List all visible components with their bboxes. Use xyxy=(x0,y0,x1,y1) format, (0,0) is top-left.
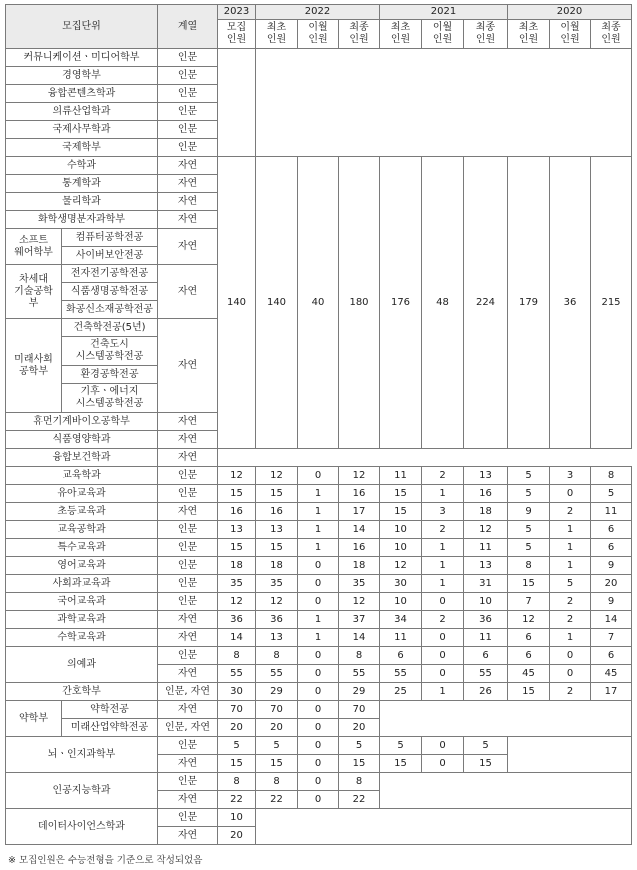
track: 인문 xyxy=(158,139,218,157)
value-cell: 11 xyxy=(591,503,632,521)
dept-row xyxy=(6,575,632,593)
big-group-row xyxy=(6,49,632,67)
division-pharmacy: 약학부 xyxy=(6,701,62,737)
value-cell: 36 xyxy=(464,611,508,629)
value-cell: 10 xyxy=(380,521,422,539)
track: 자연 xyxy=(158,629,218,647)
unit-name: 간호학부 xyxy=(6,683,158,701)
track: 인문 xyxy=(158,575,218,593)
value-cell: 5 xyxy=(591,485,632,503)
unit-name: 수학교육과 xyxy=(6,629,158,647)
value-cell: 5 xyxy=(508,539,550,557)
value-cell: 8 xyxy=(591,467,632,485)
unit-name: 국제사무학과 xyxy=(6,121,158,139)
blank-prior-years xyxy=(380,773,632,809)
track: 자연 xyxy=(158,665,218,683)
value-cell: 5 xyxy=(380,737,422,755)
value-cell: 12 xyxy=(380,557,422,575)
blank-2023 xyxy=(218,49,256,157)
track: 자연 xyxy=(158,431,218,449)
value-cell: 0 xyxy=(550,485,591,503)
value-cell: 14 xyxy=(218,629,256,647)
value-cell: 30 xyxy=(218,683,256,701)
value-cell: 6 xyxy=(591,647,632,665)
value-cell: 10 xyxy=(380,539,422,557)
value-cell: 1 xyxy=(550,557,591,575)
value-cell: 35 xyxy=(218,575,256,593)
header-final: 최종 인원 xyxy=(464,20,508,49)
value-cell: 55 xyxy=(380,665,422,683)
value-cell: 0 xyxy=(298,593,339,611)
track: 자연 xyxy=(158,157,218,175)
value-cell: 0 xyxy=(422,737,464,755)
header-row-years xyxy=(6,5,632,20)
value-cell: 11 xyxy=(464,629,508,647)
value-cell: 11 xyxy=(380,629,422,647)
track: 인문 xyxy=(158,121,218,139)
track: 자연 xyxy=(158,503,218,521)
value-cell: 0 xyxy=(298,791,339,809)
value-cell: 6 xyxy=(591,521,632,539)
value-cell: 20 xyxy=(256,719,298,737)
value-cell: 16 xyxy=(339,539,380,557)
major-name: 사이버보안전공 xyxy=(62,247,158,265)
value-cell: 18 xyxy=(218,557,256,575)
value-cell: 6 xyxy=(464,647,508,665)
value-cell: 1 xyxy=(550,521,591,539)
major-name: 건축도시 시스템공학전공 xyxy=(62,337,158,366)
dept-row xyxy=(6,467,632,485)
value-cell: 5 xyxy=(508,521,550,539)
division-future: 미래사회 공학부 xyxy=(6,319,62,413)
track: 인문 xyxy=(158,557,218,575)
value-cell: 20 xyxy=(218,827,256,845)
value-cell: 0 xyxy=(298,773,339,791)
dept-row xyxy=(6,773,632,791)
value-cell: 70 xyxy=(256,701,298,719)
track: 자연 xyxy=(158,211,218,229)
value-cell: 11 xyxy=(380,467,422,485)
footnote: ※ 모집인원은 수능전형을 기준으로 작성되었음 xyxy=(8,855,203,866)
value-cell: 0 xyxy=(298,467,339,485)
dept-row xyxy=(6,485,632,503)
merged-value: 179 xyxy=(508,157,550,449)
value-cell: 6 xyxy=(508,629,550,647)
value-cell: 15 xyxy=(218,539,256,557)
admissions-quota-table xyxy=(5,4,632,845)
track: 자연 xyxy=(158,229,218,265)
unit-name: 의예과 xyxy=(6,647,158,683)
value-cell: 0 xyxy=(422,755,464,773)
header-initial: 최초 인원 xyxy=(256,20,298,49)
header-initial: 최초 인원 xyxy=(508,20,550,49)
value-cell: 1 xyxy=(422,683,464,701)
value-cell: 11 xyxy=(464,539,508,557)
unit-name: 뇌ㆍ인지과학부 xyxy=(6,737,158,773)
track: 인문, 자연 xyxy=(158,683,218,701)
header-initial: 최초 인원 xyxy=(380,20,422,49)
dept-row xyxy=(6,809,632,827)
value-cell: 25 xyxy=(380,683,422,701)
admissions-table-wrapper xyxy=(5,4,632,845)
merged-value: 140 xyxy=(256,157,298,449)
value-cell: 12 xyxy=(508,611,550,629)
value-cell: 2 xyxy=(550,503,591,521)
dept-row xyxy=(6,593,632,611)
value-cell: 14 xyxy=(339,521,380,539)
major-name: 건축학전공(5년) xyxy=(62,319,158,337)
track: 자연 xyxy=(158,755,218,773)
track: 인문 xyxy=(158,467,218,485)
unit-name: 국어교육과 xyxy=(6,593,158,611)
unit-name: 경영학부 xyxy=(6,67,158,85)
value-cell: 1 xyxy=(550,539,591,557)
value-cell: 8 xyxy=(256,773,298,791)
merged-value: 176 xyxy=(380,157,422,449)
unit-name: 교육공학과 xyxy=(6,521,158,539)
header-final: 최종 인원 xyxy=(339,20,380,49)
track: 인문 xyxy=(158,67,218,85)
table-body xyxy=(6,5,632,845)
value-cell: 16 xyxy=(464,485,508,503)
unit-name: 사회과교육과 xyxy=(6,575,158,593)
value-cell: 1 xyxy=(422,485,464,503)
merged-value: 40 xyxy=(298,157,339,449)
value-cell: 16 xyxy=(218,503,256,521)
value-cell: 2 xyxy=(550,611,591,629)
value-cell: 5 xyxy=(464,737,508,755)
header-carry: 이월 인원 xyxy=(298,20,339,49)
value-cell: 15 xyxy=(339,755,380,773)
value-cell: 12 xyxy=(218,467,256,485)
value-cell: 5 xyxy=(508,467,550,485)
value-cell: 9 xyxy=(508,503,550,521)
value-cell: 1 xyxy=(298,539,339,557)
track: 자연 xyxy=(158,175,218,193)
major-name: 환경공학전공 xyxy=(62,366,158,384)
unit-name: 영어교육과 xyxy=(6,557,158,575)
value-cell: 12 xyxy=(256,593,298,611)
value-cell: 36 xyxy=(256,611,298,629)
track: 자연 xyxy=(158,701,218,719)
value-cell: 0 xyxy=(550,665,591,683)
track: 인문 xyxy=(158,539,218,557)
track: 인문 xyxy=(158,809,218,827)
unit-name: 초등교육과 xyxy=(6,503,158,521)
value-cell: 17 xyxy=(339,503,380,521)
unit-name: 의류산업학과 xyxy=(6,103,158,121)
value-cell: 15 xyxy=(256,755,298,773)
header-final: 최종 인원 xyxy=(591,20,632,49)
unit-name: 데이터사이언스학과 xyxy=(6,809,158,845)
unit-name: 유아교육과 xyxy=(6,485,158,503)
dept-row xyxy=(6,557,632,575)
unit-name: 물리학과 xyxy=(6,193,158,211)
merged-value: 215 xyxy=(591,157,632,449)
blank-prior-years xyxy=(380,701,632,737)
dept-row xyxy=(6,503,632,521)
merged-value: 224 xyxy=(464,157,508,449)
value-cell: 2 xyxy=(550,683,591,701)
value-cell: 1 xyxy=(298,503,339,521)
unit-name: 화학생명분자과학부 xyxy=(6,211,158,229)
dept-row xyxy=(6,737,632,755)
value-cell: 15 xyxy=(508,575,550,593)
value-cell: 20 xyxy=(218,719,256,737)
value-cell: 8 xyxy=(339,773,380,791)
value-cell: 15 xyxy=(256,485,298,503)
value-cell: 36 xyxy=(218,611,256,629)
track: 인문 xyxy=(158,593,218,611)
value-cell: 0 xyxy=(422,629,464,647)
division-nextgen: 차세대 기술공학 부 xyxy=(6,265,62,319)
dept-row xyxy=(6,647,632,665)
header-unit: 모집단위 xyxy=(6,5,158,49)
value-cell: 0 xyxy=(422,647,464,665)
value-cell: 10 xyxy=(218,809,256,827)
value-cell: 37 xyxy=(339,611,380,629)
value-cell: 13 xyxy=(218,521,256,539)
value-cell: 5 xyxy=(550,575,591,593)
value-cell: 7 xyxy=(508,593,550,611)
unit-name: 수학과 xyxy=(6,157,158,175)
value-cell: 22 xyxy=(339,791,380,809)
major-name: 식품생명공학전공 xyxy=(62,283,158,301)
value-cell: 12 xyxy=(464,521,508,539)
header-carry: 이월 인원 xyxy=(550,20,591,49)
header-year-2022: 2022 xyxy=(256,5,380,20)
value-cell: 0 xyxy=(298,719,339,737)
value-cell: 20 xyxy=(591,575,632,593)
value-cell: 12 xyxy=(256,467,298,485)
track: 자연 xyxy=(158,319,218,413)
dept-row xyxy=(6,629,632,647)
value-cell: 10 xyxy=(380,593,422,611)
unit-name: 융합콘텐츠학과 xyxy=(6,85,158,103)
value-cell: 13 xyxy=(464,467,508,485)
track: 인문 xyxy=(158,103,218,121)
value-cell: 14 xyxy=(339,629,380,647)
value-cell: 17 xyxy=(591,683,632,701)
value-cell: 9 xyxy=(591,557,632,575)
value-cell: 13 xyxy=(464,557,508,575)
track: 자연 xyxy=(158,827,218,845)
value-cell: 22 xyxy=(256,791,298,809)
value-cell: 5 xyxy=(256,737,298,755)
value-cell: 34 xyxy=(380,611,422,629)
value-cell: 1 xyxy=(298,611,339,629)
header-year-2023: 2023 xyxy=(218,5,256,20)
unit-name: 특수교육과 xyxy=(6,539,158,557)
value-cell: 10 xyxy=(464,593,508,611)
major-name: 전자전기공학전공 xyxy=(62,265,158,283)
value-cell: 2 xyxy=(422,611,464,629)
track: 인문 xyxy=(158,85,218,103)
value-cell: 9 xyxy=(591,593,632,611)
value-cell: 5 xyxy=(508,485,550,503)
value-cell: 1 xyxy=(422,539,464,557)
track: 인문 xyxy=(158,521,218,539)
unit-name: 휴먼기계바이오공학부 xyxy=(6,413,158,431)
value-cell: 29 xyxy=(256,683,298,701)
value-cell: 1 xyxy=(298,629,339,647)
value-cell: 0 xyxy=(298,755,339,773)
value-cell: 1 xyxy=(422,557,464,575)
value-cell: 0 xyxy=(298,665,339,683)
value-cell: 18 xyxy=(256,557,298,575)
value-cell: 8 xyxy=(508,557,550,575)
track: 인문 xyxy=(158,737,218,755)
major-name: 기후ㆍ에너지 시스템공학전공 xyxy=(62,384,158,413)
value-cell: 1 xyxy=(298,521,339,539)
track: 인문 xyxy=(158,773,218,791)
value-cell: 31 xyxy=(464,575,508,593)
big-group-row xyxy=(6,449,632,467)
value-cell: 6 xyxy=(508,647,550,665)
value-cell: 0 xyxy=(298,683,339,701)
value-cell: 0 xyxy=(422,593,464,611)
value-cell: 2 xyxy=(422,521,464,539)
value-cell: 70 xyxy=(339,701,380,719)
unit-name: 과학교육과 xyxy=(6,611,158,629)
value-cell: 0 xyxy=(422,665,464,683)
dept-row xyxy=(6,683,632,701)
value-cell: 8 xyxy=(256,647,298,665)
value-cell: 13 xyxy=(256,629,298,647)
unit-name: 커뮤니케이션ㆍ미디어학부 xyxy=(6,49,158,67)
unit-name: 식품영양학과 xyxy=(6,431,158,449)
value-cell: 15 xyxy=(218,485,256,503)
track: 자연 xyxy=(158,791,218,809)
value-cell: 5 xyxy=(218,737,256,755)
track: 자연 xyxy=(158,193,218,211)
value-cell: 35 xyxy=(256,575,298,593)
blank-prior-years xyxy=(256,809,632,845)
value-cell: 22 xyxy=(218,791,256,809)
major-name: 미래산업약학전공 xyxy=(62,719,158,737)
track: 인문 xyxy=(158,485,218,503)
unit-name: 국제학부 xyxy=(6,139,158,157)
merged-value: 140 xyxy=(218,157,256,449)
value-cell: 45 xyxy=(591,665,632,683)
value-cell: 1 xyxy=(550,629,591,647)
track: 인문 xyxy=(158,49,218,67)
unit-name: 통계학과 xyxy=(6,175,158,193)
value-cell: 3 xyxy=(550,467,591,485)
value-cell: 15 xyxy=(380,503,422,521)
major-name: 화공신소재공학전공 xyxy=(62,301,158,319)
value-cell: 8 xyxy=(218,647,256,665)
value-cell: 16 xyxy=(339,485,380,503)
header-carry: 이월 인원 xyxy=(422,20,464,49)
big-group-row xyxy=(6,157,632,175)
track: 자연 xyxy=(158,265,218,319)
value-cell: 45 xyxy=(508,665,550,683)
value-cell: 29 xyxy=(339,683,380,701)
value-cell: 0 xyxy=(298,647,339,665)
value-cell: 14 xyxy=(591,611,632,629)
value-cell: 7 xyxy=(591,629,632,647)
value-cell: 70 xyxy=(218,701,256,719)
value-cell: 1 xyxy=(422,575,464,593)
value-cell: 5 xyxy=(339,737,380,755)
value-cell: 0 xyxy=(550,647,591,665)
value-cell: 15 xyxy=(256,539,298,557)
dept-row xyxy=(6,701,632,719)
blank-2020 xyxy=(508,737,632,773)
value-cell: 12 xyxy=(339,467,380,485)
track: 인문, 자연 xyxy=(158,719,218,737)
dept-row xyxy=(6,521,632,539)
merged-value: 36 xyxy=(550,157,591,449)
value-cell: 0 xyxy=(298,575,339,593)
track: 자연 xyxy=(158,449,218,467)
major-name: 약학전공 xyxy=(62,701,158,719)
unit-name: 교육학과 xyxy=(6,467,158,485)
blank-prior-years xyxy=(256,49,632,157)
value-cell: 6 xyxy=(380,647,422,665)
track: 자연 xyxy=(158,611,218,629)
header-quota: 모집 인원 xyxy=(218,20,256,49)
value-cell: 18 xyxy=(339,557,380,575)
value-cell: 0 xyxy=(298,557,339,575)
value-cell: 26 xyxy=(464,683,508,701)
header-track: 계열 xyxy=(158,5,218,49)
value-cell: 15 xyxy=(380,755,422,773)
value-cell: 20 xyxy=(339,719,380,737)
value-cell: 0 xyxy=(298,701,339,719)
value-cell: 15 xyxy=(380,485,422,503)
merged-value: 48 xyxy=(422,157,464,449)
value-cell: 30 xyxy=(380,575,422,593)
value-cell: 35 xyxy=(339,575,380,593)
track: 자연 xyxy=(158,413,218,431)
merged-value: 180 xyxy=(339,157,380,449)
division-software: 소프트 웨어학부 xyxy=(6,229,62,265)
value-cell: 15 xyxy=(464,755,508,773)
unit-name: 인공지능학과 xyxy=(6,773,158,809)
value-cell: 0 xyxy=(298,737,339,755)
header-year-2021: 2021 xyxy=(380,5,508,20)
value-cell: 1 xyxy=(298,485,339,503)
value-cell: 15 xyxy=(218,755,256,773)
major-name: 컴퓨터공학전공 xyxy=(62,229,158,247)
value-cell: 55 xyxy=(339,665,380,683)
dept-row xyxy=(6,539,632,557)
value-cell: 12 xyxy=(339,593,380,611)
dept-row xyxy=(6,611,632,629)
value-cell: 55 xyxy=(256,665,298,683)
unit-name: 융합보건학과 xyxy=(6,449,158,467)
value-cell: 55 xyxy=(464,665,508,683)
value-cell: 12 xyxy=(218,593,256,611)
value-cell: 16 xyxy=(256,503,298,521)
value-cell: 2 xyxy=(550,593,591,611)
track: 인문 xyxy=(158,647,218,665)
value-cell: 3 xyxy=(422,503,464,521)
value-cell: 8 xyxy=(218,773,256,791)
value-cell: 13 xyxy=(256,521,298,539)
value-cell: 15 xyxy=(508,683,550,701)
value-cell: 8 xyxy=(339,647,380,665)
value-cell: 2 xyxy=(422,467,464,485)
value-cell: 18 xyxy=(464,503,508,521)
value-cell: 6 xyxy=(591,539,632,557)
value-cell: 55 xyxy=(218,665,256,683)
header-year-2020: 2020 xyxy=(508,5,632,20)
